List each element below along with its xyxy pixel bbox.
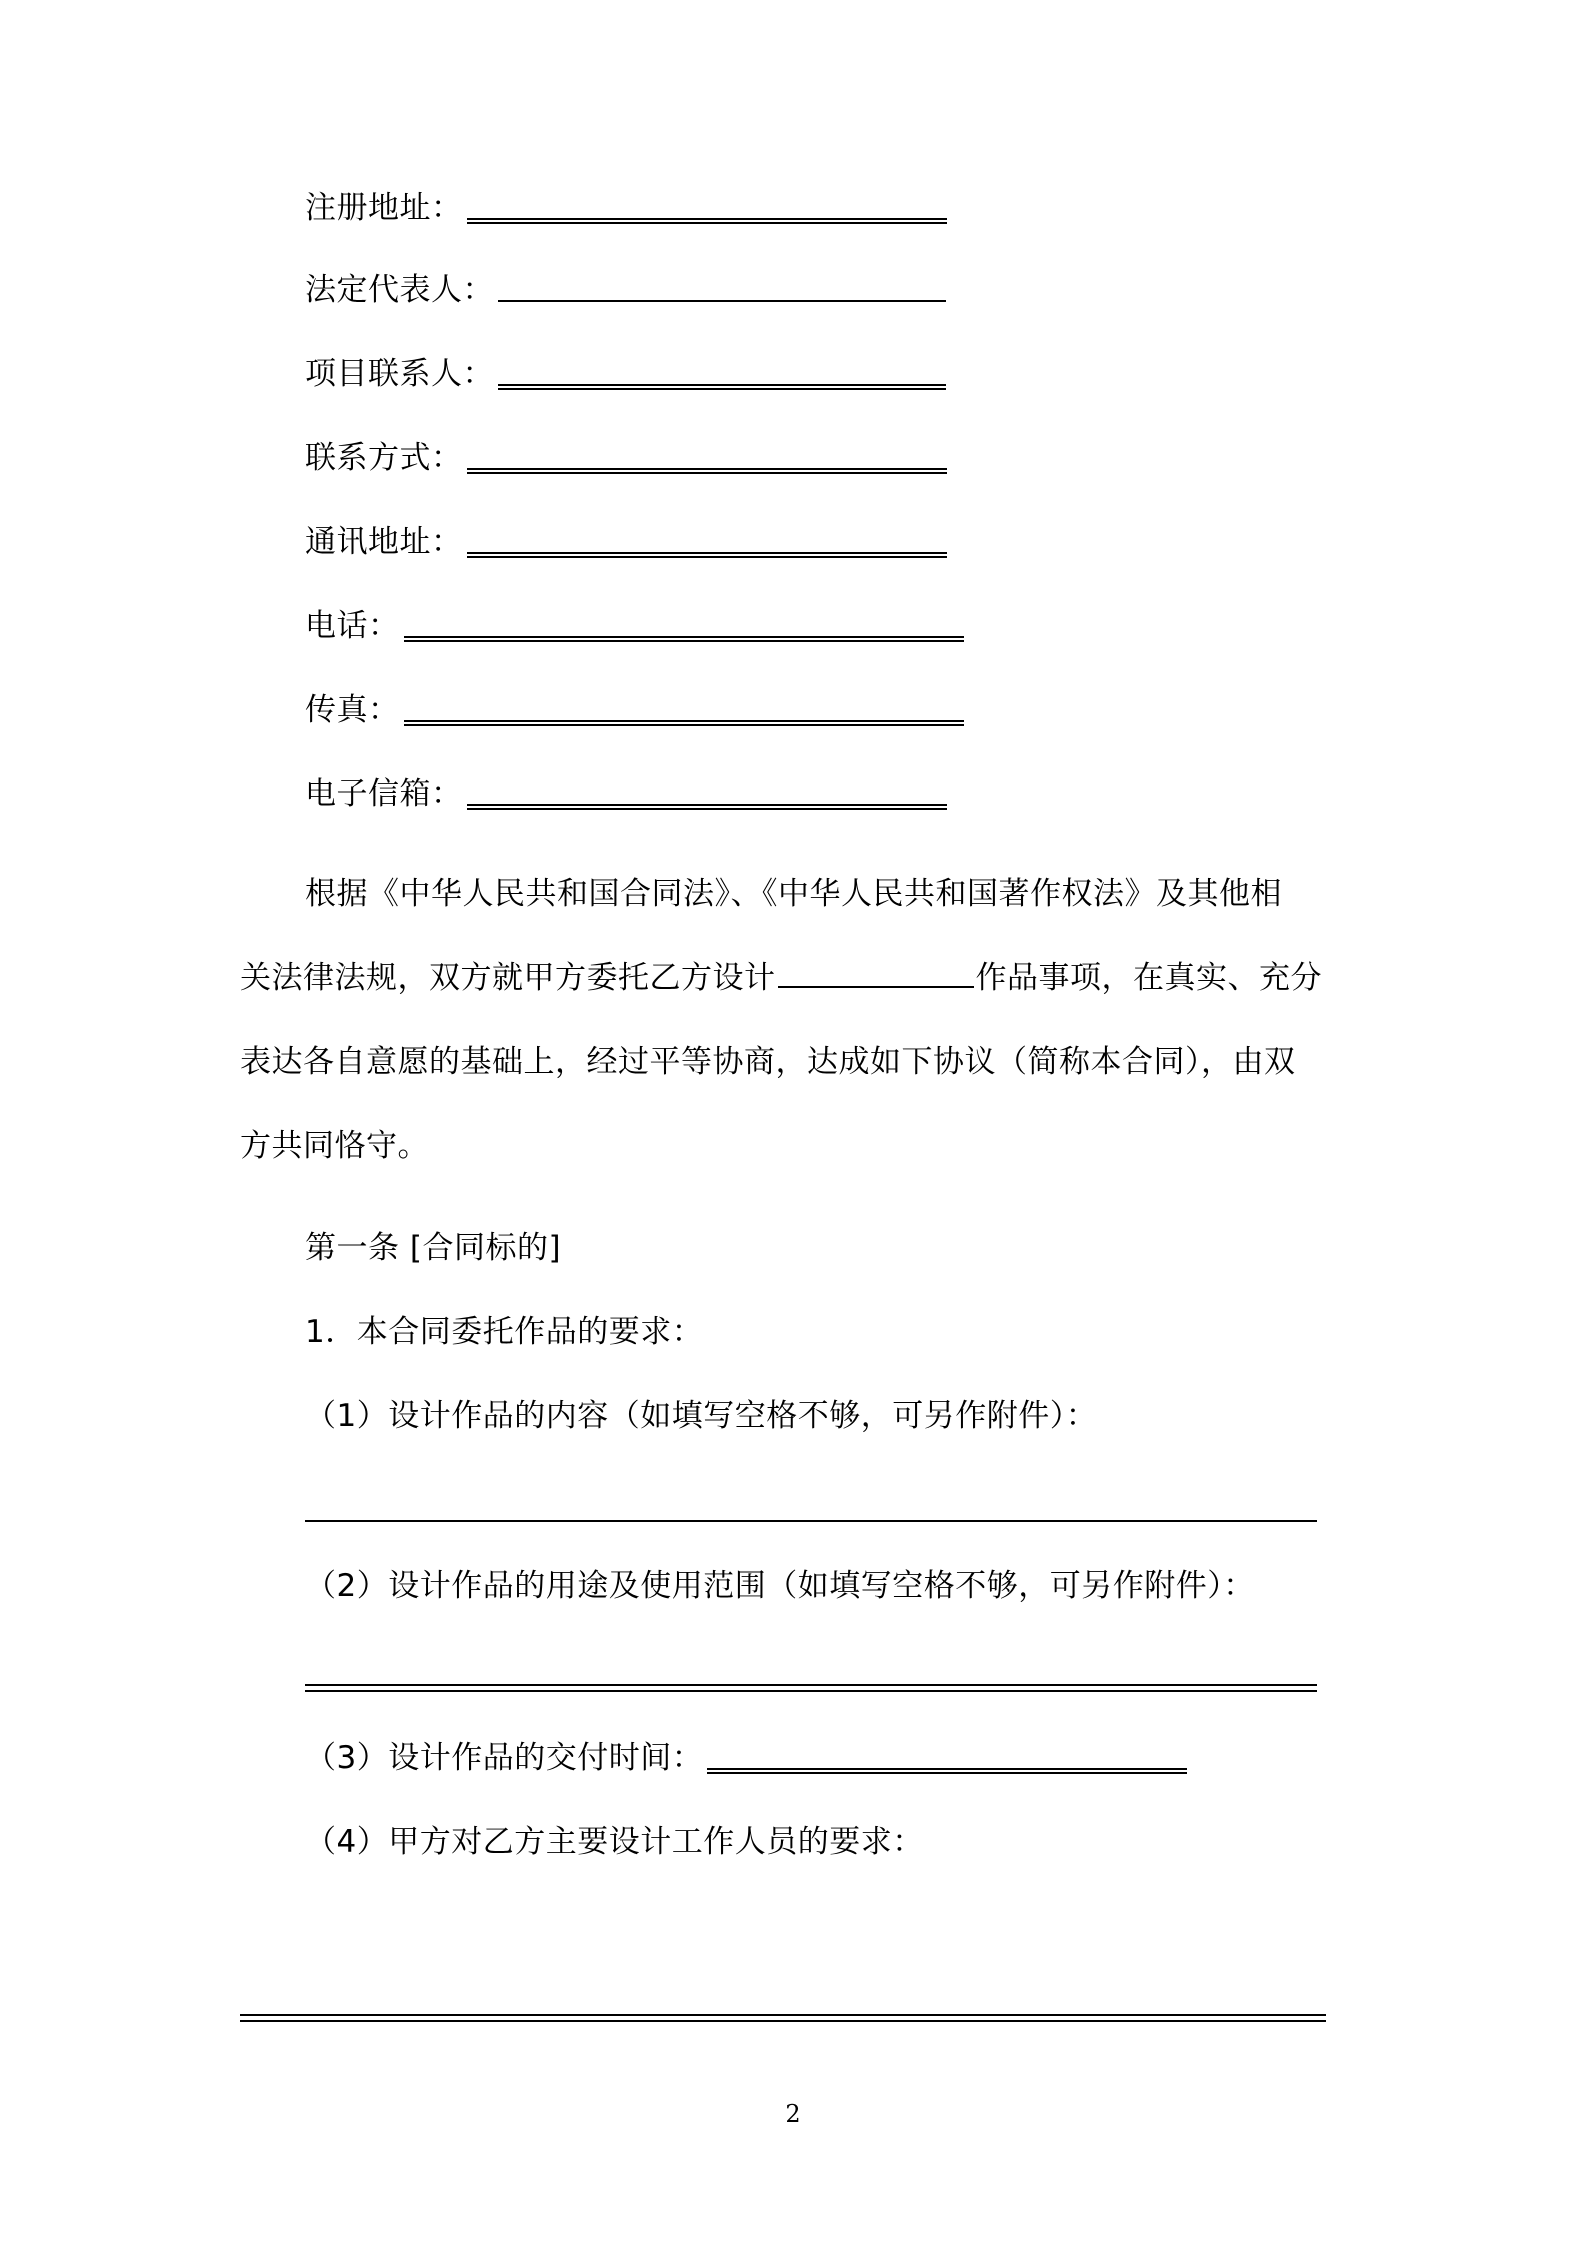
- field-phone: [305, 604, 964, 648]
- field-project-contact: [305, 352, 946, 396]
- field-label: 法定代表人：: [305, 272, 494, 308]
- preamble-text: 根据《中华人民共和国合同法》、《中华人民共和国著作权法》及其他相: [305, 876, 1282, 912]
- field-registered-address: [305, 186, 947, 230]
- field-email: [305, 772, 947, 816]
- article-title-text: 第一条 [合同标的]: [305, 1230, 562, 1266]
- content-blank-line: [305, 1520, 1317, 1522]
- sub-text: （3）设计作品的交付时间：: [305, 1740, 704, 1776]
- field-label: 注册地址：: [305, 190, 463, 226]
- blank-line: [467, 462, 947, 470]
- blank-line: [707, 1762, 1187, 1770]
- article-sub-3: [305, 1736, 1187, 1780]
- blank-line: [404, 714, 964, 722]
- preamble-text: 方共同恪守。: [240, 1128, 429, 1164]
- blank-line: [498, 378, 946, 386]
- blank-line: [498, 296, 946, 302]
- preamble-text: 作品事项，在真实、充分: [975, 960, 1322, 996]
- usage-blank-line: [305, 1684, 1317, 1686]
- article-sub-4: [305, 1820, 924, 1864]
- field-contact-method: [305, 436, 947, 480]
- field-mailing-address: [305, 520, 947, 564]
- sub-text: （2）设计作品的用途及使用范围（如填写空格不够，可另作附件）：: [305, 1568, 1255, 1604]
- blank-line: [467, 212, 947, 220]
- preamble-text: 表达各自意愿的基础上，经过平等协商，达成如下协议（简称本合同），由双: [240, 1044, 1296, 1080]
- field-label: 通讯地址：: [305, 524, 463, 560]
- sub-text: （1）设计作品的内容（如填写空格不够，可另作附件）：: [305, 1398, 1098, 1434]
- blank-line: [404, 630, 964, 638]
- item-text: 1．本合同委托作品的要求：: [305, 1314, 704, 1350]
- article-sub-2: [305, 1564, 1255, 1608]
- preamble-line-1: [305, 872, 1282, 916]
- field-label: 传真：: [305, 692, 400, 728]
- article-item-1: [305, 1310, 703, 1354]
- field-label: 项目联系人：: [305, 356, 494, 392]
- preamble-line-4: [240, 1124, 429, 1168]
- field-label: 电话：: [305, 608, 400, 644]
- article-title: [305, 1226, 561, 1270]
- preamble-line-2: [240, 956, 1322, 1000]
- blank-line: [467, 546, 947, 554]
- field-label: 电子信箱：: [305, 776, 463, 812]
- blank-line: [778, 958, 974, 988]
- field-label: 联系方式：: [305, 440, 463, 476]
- preamble-line-3: [240, 1040, 1296, 1084]
- sub-text: （4）甲方对乙方主要设计工作人员的要求：: [305, 1824, 924, 1860]
- blank-line: [467, 798, 947, 806]
- personnel-blank-line: [240, 2014, 1326, 2016]
- preamble-text: 关法律法规，双方就甲方委托乙方设计: [240, 960, 776, 996]
- field-legal-representative: [305, 268, 946, 312]
- page-number: 2: [785, 2100, 801, 2128]
- field-fax: [305, 688, 964, 732]
- article-sub-1: [305, 1394, 1097, 1438]
